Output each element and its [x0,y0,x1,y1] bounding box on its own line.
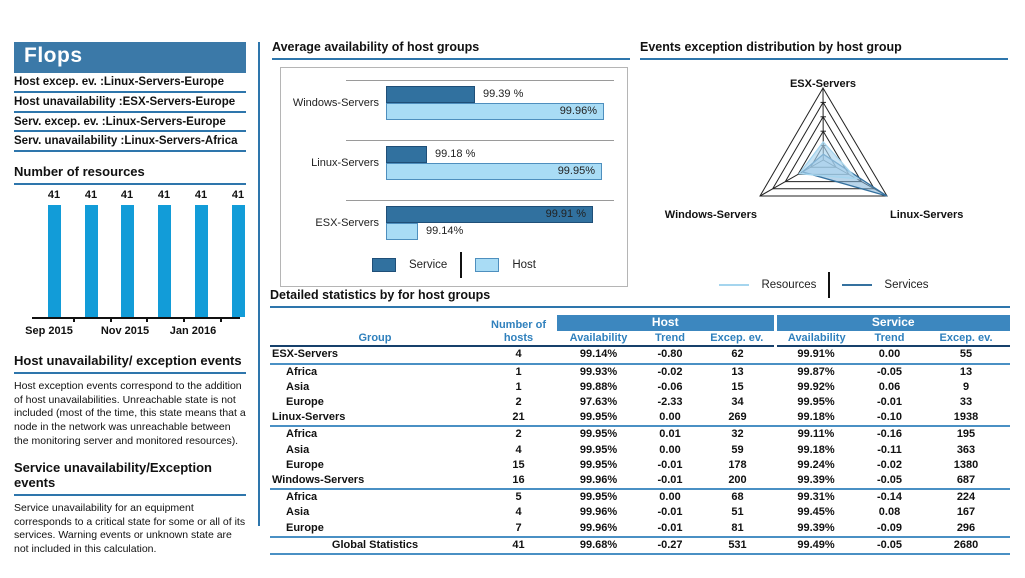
value-cell: 99.18% [797,443,835,456]
value-cell: 13 [959,365,973,378]
value-cell: 33 [959,396,973,408]
sidebar [14,42,246,557]
value-cell: 531 [728,538,747,551]
group-cell: Asia [286,443,310,456]
col-header-host-excep: Excep. ev. [700,331,775,347]
value-cell: 99.87% [797,365,835,378]
table-row [270,521,1010,537]
resources-line-icon [719,284,749,286]
group-cell: Europe [286,396,324,408]
value-cell: 99.96% [579,506,618,519]
value-cell: 224 [956,491,976,504]
legend-label-host: Host [512,259,536,271]
value-cell: 99.95% [579,491,618,504]
value-cell: 59 [731,443,744,456]
value-cell: 99.96% [579,473,618,486]
col-header-host-trend: Trend [640,331,700,347]
value-cell: -0.05 [876,538,903,551]
value-cell: 687 [956,473,976,486]
value-cell: -0.02 [876,458,903,471]
flop-item [14,73,246,93]
group-cell: Europe [286,521,324,534]
value-cell: -0.14 [876,491,903,504]
group-cell: ESX-Servers [272,348,339,361]
value-cell: 363 [956,443,976,456]
category-label: Linux-Servers [311,157,379,169]
statistics-table [270,315,1010,555]
col-header-group: Group [270,315,480,346]
x-axis-label: Nov 2015 [100,325,150,338]
availability-section [272,40,630,287]
col-header-service-excep: Excep. ev. [922,331,1010,347]
table-band-row [270,315,1010,331]
value-cell: 4 [515,506,522,519]
flop-label: Serv. unavailability : [14,135,125,148]
group-cell: Linux-Servers [272,411,346,424]
table-row [270,537,1010,554]
axis-tick-icon [146,317,148,322]
table-row [270,346,1010,363]
legend-divider [460,252,462,278]
legend-label-service: Service [408,259,448,271]
value-cell: 4 [515,348,522,361]
value-cell: 99.39% [797,473,835,486]
table-row [270,458,1010,473]
value-cell: 99.95% [579,411,618,424]
radar-plot [640,60,1008,270]
resources-chart [14,189,246,341]
bar-value-label: 99.95% [557,165,595,177]
value-cell: 99.45% [797,506,835,519]
x-axis-label: Sep 2015 [25,325,73,338]
resource-bar [85,205,98,317]
value-cell: 68 [731,491,744,504]
value-cell: 99.91% [797,348,835,361]
table-row [270,505,1010,520]
value-cell: -0.01 [657,458,683,471]
band-header-service: Service [775,315,1010,331]
value-cell: 99.96% [579,521,618,534]
service-events-text: Service unavailability for an equipment corresponds to a critical state for some or all of its services. Warning events or unknown state are not included in this calculation. [14,502,246,556]
table-row [270,380,1010,395]
value-cell: 99.49% [797,538,835,551]
availability-legend [281,252,627,278]
flop-value: Linux-Servers-Africa [124,135,238,148]
radar-title: Events exception distribution by host group [640,40,1008,60]
group-separator [346,200,614,201]
bar-value-label: 99.14% [426,225,464,237]
radar-axis-linux: Linux-Servers [890,209,964,221]
availability-plot [280,67,628,287]
flop-label: Host excep. ev. : [14,76,104,88]
value-cell: -0.27 [657,538,683,551]
flops-title: Flops [14,42,246,73]
value-cell: 2 [515,396,522,408]
value-cell: 99.88% [579,380,618,393]
flop-value: Linux-Servers-Europe [103,76,225,88]
value-cell: 99.18% [797,411,835,424]
flops-list [14,73,246,152]
radar-section [640,40,1008,308]
col-header-service-trend: Trend [857,331,922,347]
value-cell: 97.63% [579,396,618,408]
radar-axis-windows: Windows-Servers [664,209,757,221]
value-cell: 0.06 [878,380,901,393]
flop-label: Serv. excep. ev. : [14,115,106,128]
value-cell: 178 [728,458,747,471]
flop-value: Linux-Servers-Europe [105,115,226,128]
col-header-host-availability: Availability [557,331,640,347]
value-cell: 0.00 [659,411,681,424]
statistics-title: Detailed statistics by for host groups [270,288,1010,308]
value-cell: 99.95% [797,396,835,408]
value-cell: 167 [956,506,976,519]
statistics-section [270,288,1010,555]
value-cell: 0.08 [878,506,901,519]
value-cell: 99.31% [797,491,835,504]
value-cell: 0.01 [659,428,681,441]
value-cell: -2.33 [657,396,683,408]
bar-value-label: 41 [157,189,171,202]
x-axis [32,317,240,319]
resources-polygon [799,142,856,179]
category-label: ESX-Servers [315,217,379,229]
value-cell: 0.00 [659,443,681,456]
table-body [270,346,1010,553]
value-cell: 0.00 [878,348,901,361]
value-cell: 32 [731,428,744,441]
x-axis-label: Jan 2016 [169,325,217,338]
table-header [270,315,1010,346]
resource-bar [158,205,171,317]
bar-value-label: 99.39 % [483,88,524,100]
value-cell: 269 [728,411,747,424]
group-separator [346,80,614,81]
value-cell: 5 [515,491,522,504]
col-header-hosts: Number of hosts [480,315,557,346]
value-cell: 2680 [953,538,979,551]
value-cell: -0.02 [657,365,683,378]
resource-bar [195,205,208,317]
group-separator [346,140,614,141]
group-cell: Europe [286,458,324,471]
value-cell: -0.16 [876,428,903,441]
value-cell: 1 [515,380,522,393]
axis-tick-icon [110,317,112,322]
flop-item [14,93,246,113]
resource-bar [48,205,61,317]
value-cell: 62 [731,348,744,361]
table-row [270,443,1010,458]
service-events-heading: Service unavailability/Exception events [14,459,246,496]
table-row [270,426,1010,442]
radar-axis-esx: ESX-Servers [789,78,857,90]
value-cell: 15 [731,380,744,393]
service-swatch-icon [372,258,396,272]
value-cell: 99.24% [797,458,835,471]
value-cell: 99.68% [579,538,618,551]
resource-bar [232,205,245,317]
availability-title: Average availability of host groups [272,40,630,60]
bar-value-label: 41 [194,189,208,202]
value-cell: 16 [512,473,525,486]
value-cell: -0.11 [877,443,902,456]
value-cell: 200 [728,473,747,486]
value-cell: 7 [515,521,522,534]
value-cell: -0.01 [657,506,683,519]
services-line-icon [842,284,872,286]
table-row [270,489,1010,505]
value-cell: 34 [731,396,744,408]
value-cell: 0.00 [659,491,681,504]
value-cell: 51 [731,506,744,519]
value-cell: 1380 [953,458,979,471]
value-cell: 81 [731,521,744,534]
value-cell: 15 [512,458,525,471]
group-cell: Asia [286,506,310,519]
group-cell: Africa [286,428,318,441]
bar-value-label: 41 [47,189,61,202]
table-row [270,410,1010,426]
band-header-host: Host [557,315,775,331]
vertical-divider [258,42,260,526]
group-cell: Africa [286,365,318,378]
legend-label-services: Services [884,279,929,291]
resource-bar [121,205,134,317]
value-cell: 99.93% [579,365,618,378]
bar-value-label: 41 [84,189,98,202]
axis-tick-icon [220,317,222,322]
radar-chart [640,60,1008,308]
bar-value-label: 99.18 % [435,148,476,160]
host-swatch-icon [475,258,499,272]
group-cell: Africa [286,491,318,504]
value-cell: -0.10 [876,411,903,424]
axis-tick-icon [73,317,75,322]
value-cell: 296 [956,521,976,534]
value-cell: 99.92% [797,380,835,393]
host-events-text: Host exception events correspond to the addition of host unavailabilities. Unreachable state is not included (most of the time, this state means that a node in the network was unreachable between the monitoring server and monitored resources). [14,380,246,447]
value-cell: -0.01 [657,521,683,534]
service-bar [386,86,475,103]
flop-value: ESX-Servers-Europe [122,95,236,108]
value-cell: -0.05 [876,473,903,486]
flop-item [14,132,246,152]
axis-tick-icon [183,317,185,322]
value-cell: 4 [515,443,522,456]
host-events-heading: Host unavailability/ exception events [14,352,246,374]
group-cell: Asia [286,380,310,393]
table-row [270,395,1010,410]
value-cell: 1938 [953,411,979,424]
resources-chart-title: Number of resources [14,163,246,185]
value-cell: 9 [962,380,970,393]
bar-value-label: 99.91 % [545,208,586,220]
value-cell: 99.11% [797,428,835,441]
col-header-service-availability: Availability [775,331,857,347]
host-bar [386,223,418,240]
value-cell: 99.95% [579,428,618,441]
value-cell: 13 [731,365,744,378]
value-cell: -0.09 [876,521,903,534]
value-cell: 99.95% [579,458,618,471]
legend-label-resources: Resources [761,279,817,291]
category-label: Windows-Servers [292,97,379,109]
group-cell: Windows-Servers [272,473,365,486]
value-cell: 2 [515,428,522,441]
value-cell: 195 [956,428,976,441]
value-cell: -0.05 [876,365,903,378]
service-bar [386,146,427,163]
value-cell: 55 [959,348,973,361]
value-cell: 99.39% [797,521,835,534]
value-cell: -0.01 [657,473,683,486]
value-cell: 1 [515,365,522,378]
value-cell: 41 [512,538,525,551]
flop-item [14,113,246,133]
value-cell: 21 [512,411,525,424]
flop-label: Host unavailability : [14,95,123,108]
value-cell: 99.95% [579,443,618,456]
group-cell: Global Statistics [331,538,419,551]
table-row [270,473,1010,489]
value-cell: -0.01 [876,396,903,408]
table-row [270,364,1010,380]
bar-value-label: 41 [120,189,134,202]
value-cell: 99.14% [579,348,618,361]
bar-value-label: 41 [231,189,245,202]
bar-value-label: 99.96% [559,105,597,117]
value-cell: -0.80 [657,348,683,361]
value-cell: -0.06 [657,380,683,393]
